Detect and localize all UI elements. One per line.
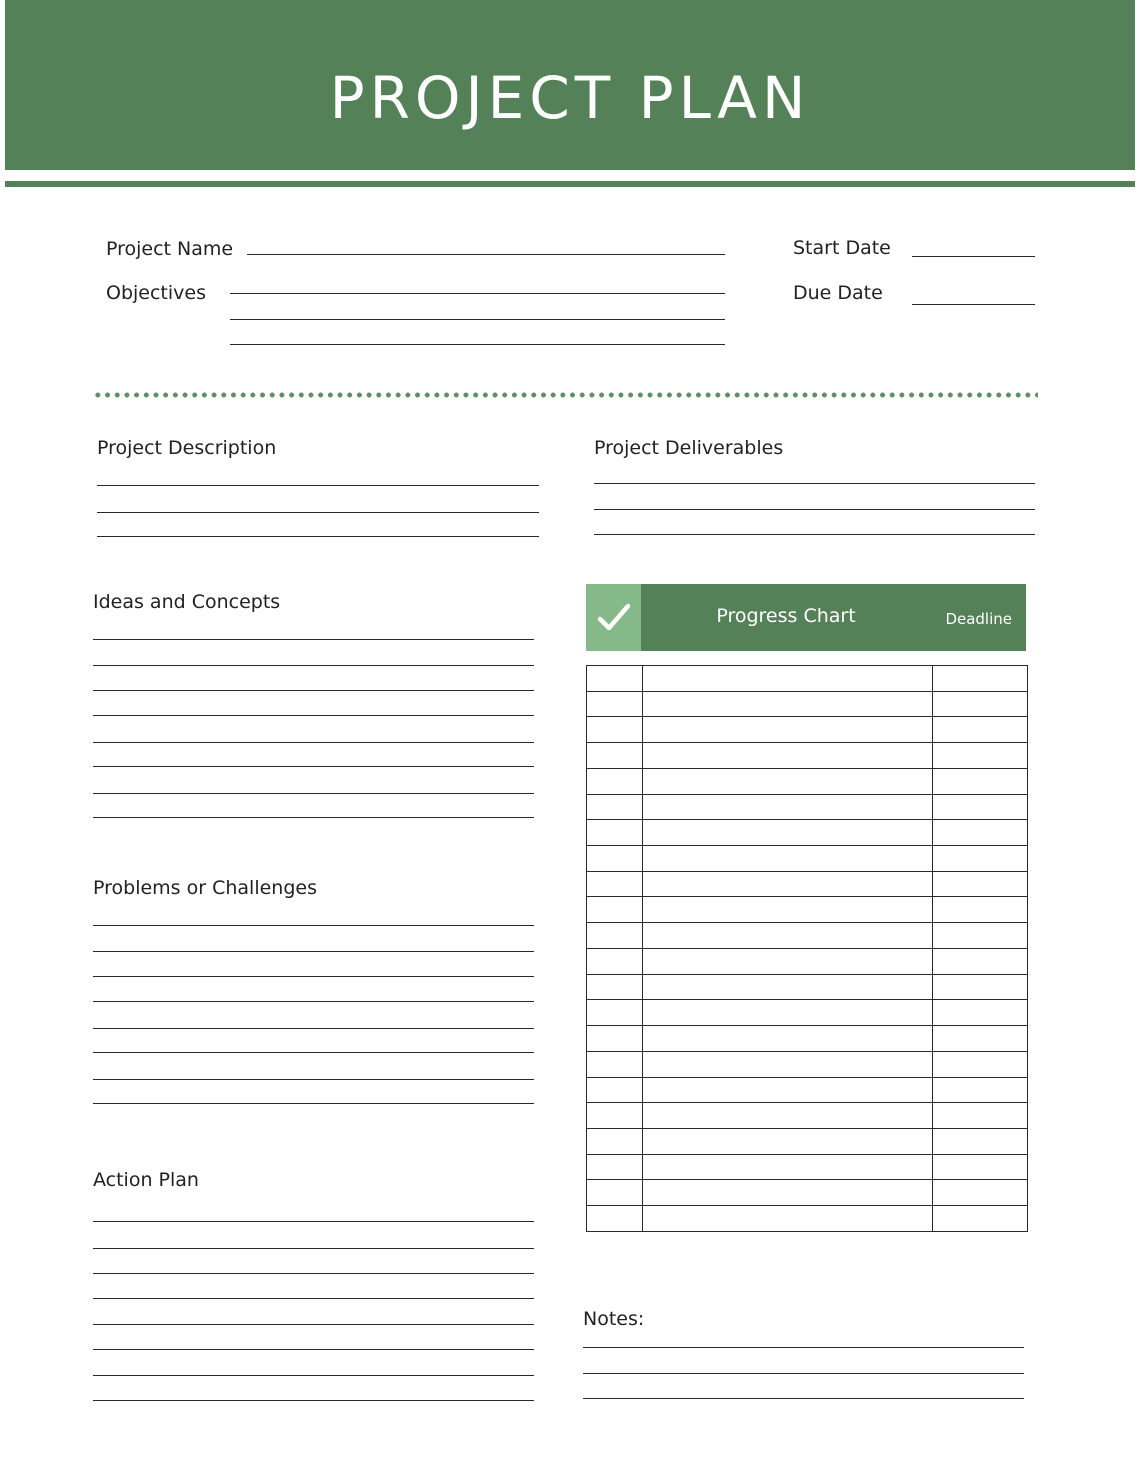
deadline-cell[interactable] <box>933 897 1028 923</box>
table-row <box>587 923 1028 949</box>
ideas-line[interactable] <box>93 665 534 666</box>
task-cell[interactable] <box>643 1000 933 1026</box>
ideas-line[interactable] <box>93 742 534 743</box>
action-plan-line[interactable] <box>93 1375 534 1376</box>
table-row <box>587 1206 1028 1232</box>
description-line[interactable] <box>97 485 539 486</box>
start-date-label: Start Date <box>793 237 891 259</box>
check-cell <box>586 584 641 651</box>
deadline-label: Deadline <box>945 610 1012 628</box>
deadline-cell[interactable] <box>933 948 1028 974</box>
ideas-line[interactable] <box>93 793 534 794</box>
table-row <box>587 1128 1028 1154</box>
action-plan-line[interactable] <box>93 1221 534 1222</box>
header-rule <box>5 181 1135 187</box>
progress-chart-table <box>586 665 1028 1232</box>
deadline-cell[interactable] <box>933 691 1028 717</box>
table-row <box>587 820 1028 846</box>
task-cell[interactable] <box>643 1077 933 1103</box>
deadline-cell[interactable] <box>933 666 1028 692</box>
deadline-cell[interactable] <box>933 743 1028 769</box>
deadline-cell[interactable] <box>933 820 1028 846</box>
check-cell-box[interactable] <box>587 1051 643 1077</box>
check-cell-box[interactable] <box>587 1180 643 1206</box>
check-cell-box[interactable] <box>587 794 643 820</box>
deadline-cell[interactable] <box>933 1077 1028 1103</box>
table-row <box>587 897 1028 923</box>
deadline-cell[interactable] <box>933 1128 1028 1154</box>
ideas-line[interactable] <box>93 715 534 716</box>
ideas-line[interactable] <box>93 817 534 818</box>
deadline-cell[interactable] <box>933 1180 1028 1206</box>
action-plan-label: Action Plan <box>93 1169 199 1191</box>
deadline-cell[interactable] <box>933 1051 1028 1077</box>
ideas-line[interactable] <box>93 766 534 767</box>
check-cell-box[interactable] <box>587 1000 643 1026</box>
table-row <box>587 871 1028 897</box>
checkmark-icon <box>597 602 631 634</box>
task-cell[interactable] <box>643 1180 933 1206</box>
table-row <box>587 1103 1028 1129</box>
table-row <box>587 1077 1028 1103</box>
check-cell-box[interactable] <box>587 871 643 897</box>
deadline-cell[interactable] <box>933 794 1028 820</box>
check-cell-box[interactable] <box>587 1154 643 1180</box>
deadline-cell[interactable] <box>933 1206 1028 1232</box>
notes-line[interactable] <box>583 1373 1024 1374</box>
check-cell-box[interactable] <box>587 923 643 949</box>
objectives-label: Objectives <box>106 282 206 304</box>
problems-line[interactable] <box>93 1052 534 1053</box>
action-plan-line[interactable] <box>93 1400 534 1401</box>
project-description-label: Project Description <box>97 437 277 459</box>
task-cell[interactable] <box>643 717 933 743</box>
progress-chart-header <box>586 584 1026 651</box>
check-cell-box[interactable] <box>587 1077 643 1103</box>
check-cell-box[interactable] <box>587 846 643 872</box>
deadline-cell[interactable] <box>933 871 1028 897</box>
action-plan-line[interactable] <box>93 1324 534 1325</box>
deadline-cell[interactable] <box>933 768 1028 794</box>
action-plan-line[interactable] <box>93 1298 534 1299</box>
deadline-cell[interactable] <box>933 974 1028 1000</box>
task-cell[interactable] <box>643 743 933 769</box>
deadline-cell[interactable] <box>933 923 1028 949</box>
ideas-concepts-label: Ideas and Concepts <box>93 591 281 613</box>
objectives-line[interactable] <box>230 344 725 345</box>
table-row <box>587 666 1028 692</box>
problems-line[interactable] <box>93 1001 534 1002</box>
task-cell[interactable] <box>643 794 933 820</box>
table-row <box>587 717 1028 743</box>
start-date-line[interactable] <box>912 256 1035 257</box>
problems-line[interactable] <box>93 925 534 926</box>
description-line[interactable] <box>97 536 539 537</box>
table-row <box>587 846 1028 872</box>
project-name-line[interactable] <box>247 254 725 255</box>
task-cell[interactable] <box>643 846 933 872</box>
task-cell[interactable] <box>643 691 933 717</box>
check-cell-box[interactable] <box>587 1128 643 1154</box>
project-deliverables-label: Project Deliverables <box>594 437 784 459</box>
table-row <box>587 1154 1028 1180</box>
deadline-cell[interactable] <box>933 846 1028 872</box>
problems-line[interactable] <box>93 1079 534 1080</box>
ideas-line[interactable] <box>93 690 534 691</box>
check-cell-box[interactable] <box>587 717 643 743</box>
task-cell[interactable] <box>643 1128 933 1154</box>
check-cell-box[interactable] <box>587 666 643 692</box>
check-cell-box[interactable] <box>587 768 643 794</box>
dotted-divider <box>93 392 1038 398</box>
table-row <box>587 691 1028 717</box>
description-line[interactable] <box>97 512 539 513</box>
task-cell[interactable] <box>643 948 933 974</box>
deliverables-line[interactable] <box>594 534 1035 535</box>
task-cell[interactable] <box>643 1103 933 1129</box>
project-name-label: Project Name <box>106 238 234 260</box>
deliverables-line[interactable] <box>594 509 1035 510</box>
deadline-cell[interactable] <box>933 1026 1028 1052</box>
action-plan-line[interactable] <box>93 1273 534 1274</box>
deadline-cell[interactable] <box>933 1154 1028 1180</box>
due-date-line[interactable] <box>912 304 1035 305</box>
problems-line[interactable] <box>93 1103 534 1104</box>
task-cell[interactable] <box>643 820 933 846</box>
problems-challenges-label: Problems or Challenges <box>93 877 317 899</box>
header-banner <box>5 0 1135 170</box>
table-row <box>587 1180 1028 1206</box>
action-plan-line[interactable] <box>93 1248 534 1249</box>
task-cell[interactable] <box>643 974 933 1000</box>
objectives-line[interactable] <box>230 293 725 294</box>
table-row <box>587 1026 1028 1052</box>
progress-chart-title: Progress Chart <box>716 605 856 627</box>
check-cell-box[interactable] <box>587 743 643 769</box>
table-row <box>587 743 1028 769</box>
notes-line[interactable] <box>583 1347 1024 1348</box>
task-cell[interactable] <box>643 871 933 897</box>
check-cell-box[interactable] <box>587 1026 643 1052</box>
check-cell-box[interactable] <box>587 897 643 923</box>
table-row <box>587 1000 1028 1026</box>
deadline-cell[interactable] <box>933 717 1028 743</box>
task-cell[interactable] <box>643 1206 933 1232</box>
task-cell[interactable] <box>643 1051 933 1077</box>
check-cell-box[interactable] <box>587 974 643 1000</box>
due-date-label: Due Date <box>793 282 883 304</box>
notes-label: Notes: <box>583 1308 645 1330</box>
task-cell[interactable] <box>643 666 933 692</box>
problems-line[interactable] <box>93 951 534 952</box>
objectives-line[interactable] <box>230 319 725 320</box>
table-row <box>587 974 1028 1000</box>
task-cell[interactable] <box>643 897 933 923</box>
table-row <box>587 1051 1028 1077</box>
problems-line[interactable] <box>93 1028 534 1029</box>
check-cell-box[interactable] <box>587 820 643 846</box>
table-row <box>587 948 1028 974</box>
table-row <box>587 794 1028 820</box>
action-plan-line[interactable] <box>93 1349 534 1350</box>
check-cell-box[interactable] <box>587 691 643 717</box>
task-cell[interactable] <box>643 1154 933 1180</box>
check-cell-box[interactable] <box>587 1206 643 1232</box>
task-cell[interactable] <box>643 923 933 949</box>
problems-line[interactable] <box>93 976 534 977</box>
task-cell[interactable] <box>643 1026 933 1052</box>
deadline-cell[interactable] <box>933 1103 1028 1129</box>
notes-line[interactable] <box>583 1398 1024 1399</box>
ideas-line[interactable] <box>93 639 534 640</box>
check-cell-box[interactable] <box>587 1103 643 1129</box>
page-title: PROJECT PLAN <box>329 64 811 132</box>
table-row <box>587 768 1028 794</box>
deliverables-line[interactable] <box>594 483 1035 484</box>
deadline-cell[interactable] <box>933 1000 1028 1026</box>
check-cell-box[interactable] <box>587 948 643 974</box>
task-cell[interactable] <box>643 768 933 794</box>
progress-chart-body <box>587 666 1028 1232</box>
